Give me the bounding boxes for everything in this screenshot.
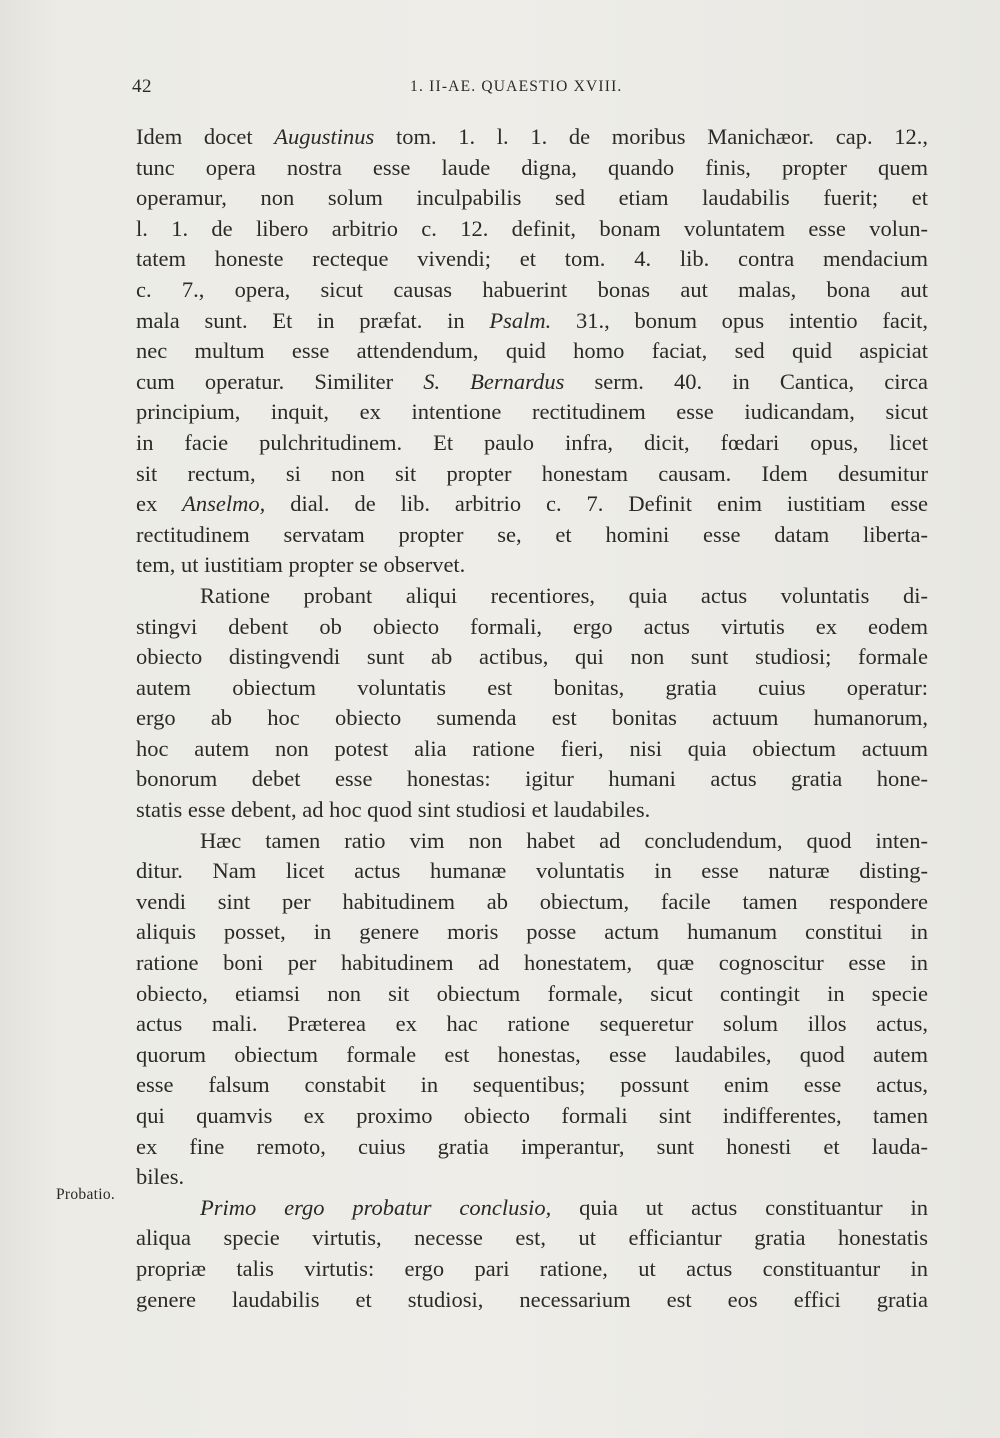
italic-text: S. Bernardus: [423, 368, 565, 394]
text-segment: dial. de lib. arbitrio c. 7. Definit enim iustitiam esse: [265, 491, 928, 517]
text-segment: principium, inquit, ex intentione rectitudinem esse iudicandam, sicut: [136, 399, 928, 425]
italic-text: Psalm.: [489, 307, 552, 333]
text-line: [136, 1162, 928, 1193]
text-line: [136, 459, 928, 490]
text-segment: tem, ut iustitiam propter se observet.: [136, 552, 466, 578]
text-segment: quia ut actus constituantur in: [551, 1194, 928, 1220]
text-line: [136, 275, 928, 306]
text-line: [136, 122, 928, 153]
text-line: [136, 367, 928, 398]
text-segment: sit rectum, si non sit propter honestam causam. Idem desumitur: [136, 460, 928, 486]
running-head: 1. II-AE. QUAESTIO XVIII.: [410, 78, 623, 95]
text-segment: l. 1. de libero arbitrio c. 12. definit, bonam voluntatem esse volun-: [136, 215, 928, 241]
text-line: [136, 703, 928, 734]
text-line: [136, 917, 928, 948]
text-line: [136, 795, 928, 826]
text-segment: obiecto distingvendi sunt ab actibus, qui non sunt studiosi; formale: [136, 644, 928, 670]
text-segment: stingvi debent ob obiecto formali, ergo actus virtutis ex eodem: [136, 613, 928, 639]
text-segment: ditur. Nam licet actus humanæ voluntatis in esse naturæ disting-: [136, 858, 928, 884]
body-text: [136, 122, 928, 1315]
text-segment: tunc opera nostra esse laude digna, quando finis, propter quem: [136, 154, 928, 180]
text-line: [136, 1223, 928, 1254]
italic-text: Anselmo,: [182, 491, 266, 517]
text-segment: qui quamvis ex proximo obiecto formali sint indifferentes, tamen: [136, 1103, 928, 1128]
text-segment: tom. 1. l. 1. de moribus Manichæor. cap. 12.,: [374, 124, 928, 149]
text-line: [136, 581, 928, 612]
text-segment: serm. 40. in Cantica, circa: [564, 368, 928, 394]
text-line: [136, 1193, 928, 1224]
text-line: [136, 428, 928, 459]
text-segment: genere laudabilis et studiosi, necessarium est eos effici gratia: [136, 1286, 928, 1312]
text-segment: esse falsum constabit in sequentibus; possunt enim esse actus,: [136, 1072, 928, 1098]
text-line: [136, 1040, 928, 1071]
text-segment: obiecto, etiamsi non sit obiectum formale, sicut contingit in specie: [136, 980, 928, 1006]
text-segment: nec multum esse attendendum, quid homo faciat, sed quid aspiciat: [136, 338, 928, 364]
text-line: [136, 183, 928, 214]
text-line: [136, 244, 928, 275]
text-line: [136, 489, 928, 520]
text-segment: ratione boni per habitudinem ad honestatem, quæ cognoscitur esse in: [136, 950, 928, 976]
text-segment: Idem docet: [136, 124, 275, 149]
text-line: [136, 1070, 928, 1101]
text-line: [136, 550, 928, 581]
text-segment: aliquis posset, in genere moris posse actum humanum constitui in: [136, 919, 928, 945]
text-segment: propriæ talis virtutis: ergo pari ratione, ut actus constituantur in: [136, 1255, 928, 1281]
text-line: [136, 1009, 928, 1040]
text-segment: in facie pulchritudinem. Et paulo infra, dicit, fœdari opus, licet: [136, 429, 928, 455]
text-segment: aliqua specie virtutis, necesse est, ut efficiantur gratia honestatis: [136, 1225, 928, 1251]
text-segment: statis esse debent, ad hoc quod sint studiosi et laudabiles.: [136, 797, 651, 823]
text-segment: ex: [136, 491, 183, 517]
text-line: [136, 1254, 928, 1285]
text-line: [136, 1101, 928, 1132]
text-segment: Hæc tamen ratio vim non habet ad concludendum, quod inten-: [200, 827, 928, 853]
text-line: [136, 856, 928, 887]
text-segment: autem obiectum voluntatis est bonitas, gratia cuius operatur:: [136, 674, 928, 700]
italic-text: Primo ergo probatur conclusio,: [200, 1194, 552, 1220]
text-line: [136, 734, 928, 765]
italic-text: Augustinus: [274, 124, 375, 149]
text-line: [136, 826, 928, 857]
page-number: 42: [132, 76, 152, 97]
text-segment: 31., bonum opus intentio facit,: [551, 307, 928, 333]
text-segment: mala sunt. Et in præfat. in: [136, 307, 490, 333]
text-line: [136, 306, 928, 337]
text-segment: vendi sint per habitudinem ab obiectum, facile tamen respondere: [136, 888, 928, 914]
page-header: [0, 74, 1000, 104]
text-line: [136, 1285, 928, 1316]
text-line: [136, 948, 928, 979]
text-line: [136, 397, 928, 428]
margin-note: Probatio.: [56, 1186, 116, 1203]
text-segment: ergo ab hoc obiecto sumenda est bonitas actuum humanorum,: [136, 705, 928, 731]
text-line: [136, 642, 928, 673]
text-segment: tatem honeste recteque vivendi; et tom. 4. lib. contra mendacium: [136, 246, 928, 272]
text-segment: rectitudinem servatam propter se, et homini esse datam liberta-: [136, 521, 928, 547]
text-segment: bonorum debet esse honestas: igitur humani actus gratia hone-: [136, 766, 928, 792]
text-segment: cum operatur. Similiter: [136, 368, 424, 394]
text-segment: actus mali. Præterea ex hac ratione sequeretur solum illos actus,: [136, 1011, 928, 1037]
text-line: [136, 764, 928, 795]
text-line: [136, 979, 928, 1010]
text-segment: c. 7., opera, sicut causas habuerint bonas aut malas, bona aut: [136, 276, 928, 302]
text-segment: ex fine remoto, cuius gratia imperantur, sunt honesti et lauda-: [136, 1133, 928, 1159]
text-line: [136, 214, 928, 245]
text-segment: operamur, non solum inculpabilis sed etiam laudabilis fuerit; et: [136, 185, 928, 211]
text-segment: biles.: [136, 1164, 185, 1190]
text-segment: Ratione probant aliqui recentiores, quia actus voluntatis di-: [200, 582, 928, 608]
text-segment: quorum obiectum formale est honestas, esse laudabiles, quod autem: [136, 1041, 928, 1067]
text-line: [136, 153, 928, 184]
text-line: [136, 1132, 928, 1163]
text-line: [136, 612, 928, 643]
text-line: [136, 673, 928, 704]
text-segment: hoc autem non potest alia ratione fieri, nisi quia obiectum actuum: [136, 735, 928, 761]
text-line: [136, 520, 928, 551]
text-line: [136, 887, 928, 918]
text-line: [136, 336, 928, 367]
